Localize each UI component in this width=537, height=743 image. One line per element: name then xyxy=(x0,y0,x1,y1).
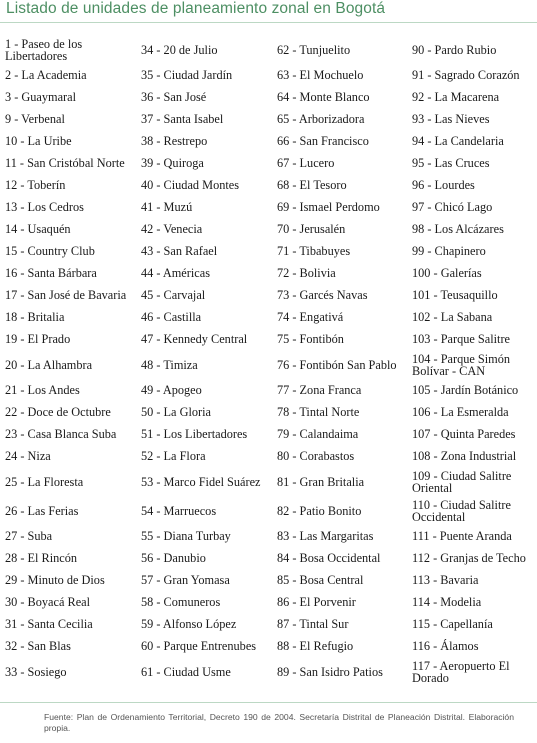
upz-entry: 21 - Los Andes xyxy=(5,383,80,397)
table-row xyxy=(4,64,533,86)
table-row xyxy=(4,240,533,262)
upz-entry: 23 - Casa Blanca Suba xyxy=(5,427,117,441)
upz-entry: 22 - Doce de Octubre xyxy=(5,405,111,419)
upz-entry: 116 - Álamos xyxy=(412,639,479,653)
table-row xyxy=(4,130,533,152)
upz-entry: 66 - San Francisco xyxy=(277,134,369,148)
upz-entry: 17 - San José de Bavaria xyxy=(5,288,127,302)
upz-entry: 48 - Timiza xyxy=(141,357,198,372)
upz-entry: 18 - Britalia xyxy=(5,310,65,324)
upz-entry: 45 - Carvajal xyxy=(141,288,206,302)
upz-table-body xyxy=(4,35,533,686)
upz-entry: 103 - Parque Salitre xyxy=(412,332,511,346)
table-row xyxy=(4,467,533,496)
upz-entry: 9 - Verbenal xyxy=(5,112,65,126)
upz-entry: 114 - Modelia xyxy=(412,595,482,609)
upz-entry: 29 - Minuto de Dios xyxy=(5,573,105,587)
upz-entry: 31 - Santa Cecilia xyxy=(5,617,93,631)
upz-entry: 102 - La Sabana xyxy=(412,310,493,324)
upz-entry: 58 - Comuneros xyxy=(141,595,221,609)
upz-entry: 88 - El Refugio xyxy=(277,639,354,653)
upz-entry: 40 - Ciudad Montes xyxy=(141,178,240,192)
upz-entry: 86 - El Porvenir xyxy=(277,595,356,609)
upz-entry: 30 - Boyacá Real xyxy=(5,595,91,609)
upz-entry: 53 - Marco Fidel Suárez xyxy=(141,474,261,489)
upz-entry: 77 - Zona Franca xyxy=(277,383,362,397)
table-row xyxy=(4,262,533,284)
upz-entry: 68 - El Tesoro xyxy=(277,178,347,192)
upz-entry: 100 - Galerías xyxy=(412,266,482,280)
upz-entry: 42 - Venecia xyxy=(141,222,203,236)
upz-entry: 39 - Quiroga xyxy=(141,156,204,170)
upz-entry: 71 - Tibabuyes xyxy=(277,244,351,258)
upz-entry: 91 - Sagrado Corazón xyxy=(412,68,520,82)
upz-entry: 90 - Pardo Rubio xyxy=(412,42,497,57)
table-row xyxy=(4,108,533,130)
table-row xyxy=(4,525,533,547)
upz-entry: 89 - San Isidro Patios xyxy=(277,664,383,679)
table-row xyxy=(4,569,533,591)
upz-entry: 46 - Castilla xyxy=(141,310,202,324)
upz-entry: 44 - Américas xyxy=(141,266,210,280)
upz-entry: 64 - Monte Blanco xyxy=(277,90,370,104)
upz-entry: 1 - Paseo de los Libertadores xyxy=(5,36,83,63)
upz-entry: 54 - Marruecos xyxy=(141,503,217,518)
upz-entry: 80 - Corabastos xyxy=(277,449,355,463)
upz-entry: 24 - Niza xyxy=(5,449,51,463)
table-row xyxy=(4,613,533,635)
upz-entry: 78 - Tintal Norte xyxy=(277,405,360,419)
title-divider xyxy=(0,22,537,23)
upz-entry: 85 - Bosa Central xyxy=(277,573,364,587)
upz-entry: 81 - Gran Britalia xyxy=(277,474,365,489)
upz-entry: 57 - Gran Yomasa xyxy=(141,573,230,587)
table-row xyxy=(4,657,533,686)
upz-entry: 38 - Restrepo xyxy=(141,134,208,148)
upz-entry: 111 - Puente Aranda xyxy=(412,529,512,543)
upz-entry: 32 - San Blas xyxy=(5,639,71,653)
table-row xyxy=(4,152,533,174)
upz-entry: 26 - Las Ferias xyxy=(5,503,79,518)
table-row xyxy=(4,591,533,613)
upz-entry: 51 - Los Libertadores xyxy=(141,427,248,441)
upz-entry: 2 - La Academia xyxy=(5,68,87,82)
upz-entry: 41 - Muzú xyxy=(141,200,193,214)
upz-entry: 108 - Zona Industrial xyxy=(412,449,517,463)
upz-entry: 76 - Fontibón San Pablo xyxy=(277,357,397,372)
upz-entry: 74 - Engativá xyxy=(277,310,344,324)
table-row xyxy=(4,196,533,218)
upz-entry: 15 - Country Club xyxy=(5,244,95,258)
upz-entry: 52 - La Flora xyxy=(141,449,206,463)
page-title: Listado de unidades de planeamiento zonal en Bogotá xyxy=(6,0,386,17)
upz-entry: 33 - Sosiego xyxy=(5,664,67,679)
footer-divider xyxy=(0,702,537,703)
upz-entry: 19 - El Prado xyxy=(5,332,71,346)
upz-entry: 67 - Lucero xyxy=(277,156,335,170)
upz-entry: 3 - Guaymaral xyxy=(5,90,77,104)
upz-entry: 62 - Tunjuelito xyxy=(277,42,351,57)
source-note: Fuente: Plan de Ordenamiento Territorial, Decreto 190 de 2004. Secretaría Distrital de Planeación Distrital. Elaboración propia. xyxy=(44,712,514,733)
upz-entry: 60 - Parque Entrenubes xyxy=(141,639,257,653)
table-row xyxy=(4,496,533,525)
upz-entry: 101 - Teusaquillo xyxy=(412,288,498,302)
table-row xyxy=(4,401,533,423)
upz-entry: 43 - San Rafael xyxy=(141,244,218,258)
upz-entry: 104 - Parque Simón Bolívar - CAN xyxy=(412,351,511,378)
upz-entry: 11 - San Cristóbal Norte xyxy=(5,156,125,170)
table-row xyxy=(4,328,533,350)
upz-entry: 95 - Las Cruces xyxy=(412,156,490,170)
upz-entry: 55 - Diana Turbay xyxy=(141,529,231,543)
upz-entry: 98 - Los Alcázares xyxy=(412,222,504,236)
upz-entry: 73 - Garcés Navas xyxy=(277,288,368,302)
table-row xyxy=(4,86,533,108)
upz-entry: 84 - Bosa Occidental xyxy=(277,551,381,565)
table-row xyxy=(4,635,533,657)
upz-entry: 83 - Las Margaritas xyxy=(277,529,374,543)
table-row xyxy=(4,218,533,240)
upz-entry: 70 - Jerusalén xyxy=(277,222,346,236)
upz-entry: 79 - Calandaima xyxy=(277,427,359,441)
table-row xyxy=(4,350,533,379)
upz-entry: 107 - Quinta Paredes xyxy=(412,427,516,441)
upz-entry: 34 - 20 de Julio xyxy=(141,42,218,57)
upz-entry: 99 - Chapinero xyxy=(412,244,486,258)
upz-entry: 87 - Tintal Sur xyxy=(277,617,349,631)
upz-entry: 93 - Las Nieves xyxy=(412,112,490,126)
upz-entry: 69 - Ismael Perdomo xyxy=(277,200,380,214)
upz-table xyxy=(4,35,533,686)
upz-entry: 14 - Usaquén xyxy=(5,222,71,236)
upz-entry: 113 - Bavaria xyxy=(412,573,479,587)
upz-entry: 16 - Santa Bárbara xyxy=(5,266,97,280)
upz-entry: 27 - Suba xyxy=(5,529,53,543)
table-row xyxy=(4,379,533,401)
upz-entry: 109 - Ciudad Salitre Oriental xyxy=(412,468,512,495)
upz-entry: 28 - El Rincón xyxy=(5,551,78,565)
upz-entry: 10 - La Uribe xyxy=(5,134,72,148)
upz-entry: 75 - Fontibón xyxy=(277,332,344,346)
upz-entry: 106 - La Esmeralda xyxy=(412,405,509,419)
upz-entry: 61 - Ciudad Usme xyxy=(141,664,231,679)
upz-entry: 105 - Jardín Botánico xyxy=(412,383,519,397)
upz-entry: 13 - Los Cedros xyxy=(5,200,84,214)
table-row xyxy=(4,284,533,306)
upz-entry: 25 - La Floresta xyxy=(5,474,84,489)
upz-entry: 94 - La Candelaria xyxy=(412,134,504,148)
upz-entry: 92 - La Macarena xyxy=(412,90,500,104)
upz-entry: 97 - Chicó Lago xyxy=(412,200,493,214)
upz-entry: 20 - La Alhambra xyxy=(5,357,93,372)
upz-entry: 110 - Ciudad Salitre Occidental xyxy=(412,497,511,524)
table-row xyxy=(4,547,533,569)
upz-entry: 37 - Santa Isabel xyxy=(141,112,224,126)
upz-entry: 47 - Kennedy Central xyxy=(141,332,248,346)
table-row xyxy=(4,423,533,445)
upz-entry: 35 - Ciudad Jardín xyxy=(141,68,233,82)
upz-entry: 112 - Granjas de Techo xyxy=(412,551,526,565)
upz-entry: 63 - El Mochuelo xyxy=(277,68,364,82)
upz-entry: 65 - Arborizadora xyxy=(277,112,365,126)
upz-entry: 12 - Toberín xyxy=(5,178,66,192)
table-row xyxy=(4,445,533,467)
upz-entry: 82 - Patio Bonito xyxy=(277,503,362,518)
upz-entry: 50 - La Gloria xyxy=(141,405,211,419)
upz-entry: 49 - Apogeo xyxy=(141,383,202,397)
upz-entry: 56 - Danubio xyxy=(141,551,206,565)
upz-entry: 59 - Alfonso López xyxy=(141,617,237,631)
table-row xyxy=(4,306,533,328)
upz-entry: 115 - Capellanía xyxy=(412,617,493,631)
upz-entry: 117 - Aeropuerto El Dorado xyxy=(412,658,510,685)
table-row xyxy=(4,35,533,64)
upz-entry: 96 - Lourdes xyxy=(412,178,475,192)
upz-entry: 36 - San José xyxy=(141,90,207,104)
table-row xyxy=(4,174,533,196)
upz-entry: 72 - Bolivia xyxy=(277,266,336,280)
